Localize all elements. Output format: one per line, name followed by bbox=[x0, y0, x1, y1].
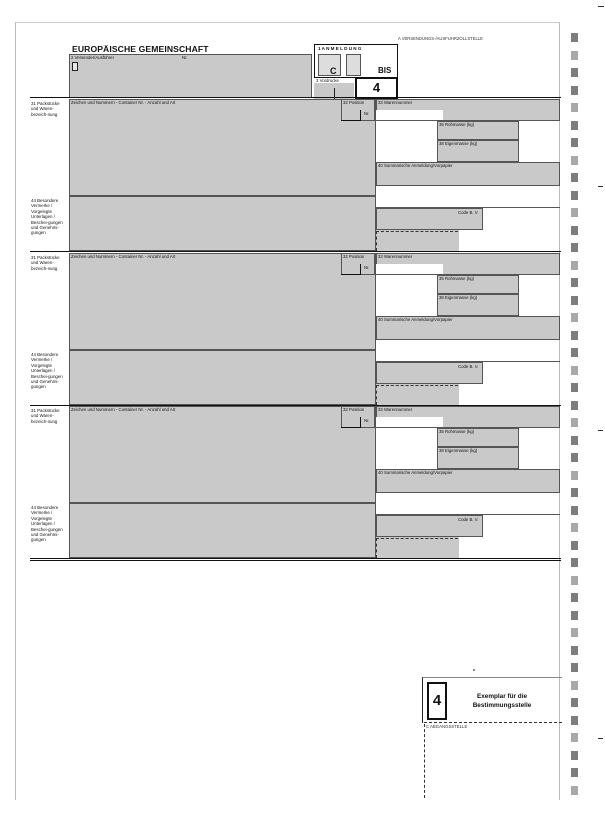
footer-c-label: C ABGANGSSTELLE bbox=[426, 724, 468, 729]
margin-tick bbox=[571, 33, 578, 42]
margin-tick bbox=[571, 663, 578, 672]
box31-label-s3: 31 Packstücke und Waren-bezeich-nung bbox=[31, 408, 60, 424]
exemplar-line-1: Exemplar für die bbox=[476, 693, 528, 700]
box32-nr-s2: Nr. bbox=[364, 265, 370, 270]
box44-label-s2: 44 Besondere Vermerke / Vorgelegte Unterlagen / Beschei-gungen und Genehmi-gungen bbox=[31, 352, 63, 390]
margin-tick bbox=[571, 768, 578, 777]
footer-copy-number bbox=[427, 682, 447, 720]
box44-remarks-s3[interactable] bbox=[69, 503, 376, 558]
margin-tick bbox=[571, 208, 578, 217]
margin-tick bbox=[571, 366, 578, 375]
box2-nr: Nr. bbox=[182, 55, 188, 60]
margin-tick bbox=[571, 558, 578, 567]
box44-dash-left-s1 bbox=[376, 231, 377, 251]
footer-copy-number-text: 4 bbox=[432, 692, 442, 709]
box1-label: 1 A N M E L D U N G bbox=[318, 46, 362, 51]
goods-description-s1[interactable] bbox=[69, 99, 376, 196]
margin-tick bbox=[571, 453, 578, 462]
box3-label: 3 Vordrucke bbox=[316, 78, 339, 83]
right-edge-mark-2 bbox=[598, 430, 603, 431]
margin-tick bbox=[571, 611, 578, 620]
box32-position-cell-s1[interactable] bbox=[341, 110, 361, 121]
right-edge-mark-1 bbox=[598, 186, 603, 187]
marks-label-s3: Zeichen und Nummern - Container Nr. - Anzahl und Art bbox=[71, 407, 176, 412]
margin-tick bbox=[571, 156, 578, 165]
box32-nr-s3: Nr. bbox=[364, 418, 370, 423]
box44-label-s3: 44 Besondere Vermerke / Vorgelegte Unterlagen / Beschei-gungen und Genehmi-gungen bbox=[31, 505, 63, 543]
margin-tick bbox=[571, 436, 578, 445]
margin-tick bbox=[571, 121, 578, 130]
box32-label-s1: 32 Position bbox=[343, 100, 365, 105]
box38-label-s3: 38 Eigenmasse (kg) bbox=[439, 448, 478, 453]
margin-tick bbox=[571, 401, 578, 410]
margin-tick bbox=[571, 86, 578, 95]
margin-tick bbox=[571, 506, 578, 515]
margin-tick bbox=[571, 383, 578, 392]
margin-tick bbox=[571, 313, 578, 322]
margin-tick bbox=[571, 786, 578, 795]
margin-tick bbox=[571, 331, 578, 340]
copy-number: 4 bbox=[372, 80, 381, 95]
box33-label-s2: 33 Warennummer bbox=[378, 254, 413, 259]
box2-checkbox[interactable] bbox=[72, 62, 78, 71]
box44-dash-left-s3 bbox=[376, 538, 377, 558]
box32-position-cell-s3[interactable] bbox=[341, 417, 361, 428]
box35-label-s1: 35 Rohmasse (kg) bbox=[439, 122, 475, 127]
margin-tick bbox=[571, 681, 578, 690]
box38-label-s1: 38 Eigenmasse (kg) bbox=[439, 141, 478, 146]
margin-tick bbox=[571, 646, 578, 655]
margin-tick bbox=[571, 261, 578, 270]
form-end-rule bbox=[30, 560, 561, 561]
box40-label-s3: 40 Summarische Anmeldung/Vorpapier bbox=[378, 470, 453, 475]
box44-dash-top-s1 bbox=[376, 231, 458, 232]
margin-tick bbox=[571, 576, 578, 585]
margin-tick bbox=[571, 278, 578, 287]
box31-label-s1: 31 Packstücke und Waren-bezeich-nung bbox=[31, 101, 60, 117]
goods-description-s2[interactable] bbox=[69, 253, 376, 350]
margin-tick bbox=[571, 716, 578, 725]
box38-label-s2: 38 Eigenmasse (kg) bbox=[439, 295, 478, 300]
box44-dash-left-s2 bbox=[376, 385, 377, 405]
corner-mark bbox=[598, 6, 604, 7]
margin-tick bbox=[571, 488, 578, 497]
marks-label-s1: Zeichen und Nummern - Container Nr. - Anzahl und Art bbox=[71, 100, 176, 105]
box1-bis: BIS bbox=[378, 66, 392, 75]
margin-tick bbox=[571, 103, 578, 112]
margin-tick bbox=[571, 226, 578, 235]
faint-mark bbox=[473, 669, 475, 671]
right-edge-mark-3 bbox=[598, 738, 603, 739]
margin-tick bbox=[571, 593, 578, 602]
margin-tick bbox=[571, 418, 578, 427]
footer-dash-rule bbox=[424, 722, 562, 723]
box32-label-s3: 32 Position bbox=[343, 407, 365, 412]
box44-remarks-s1[interactable] bbox=[69, 196, 376, 251]
margin-tick bbox=[571, 68, 578, 77]
code-label-s2: Code B. V. bbox=[458, 364, 479, 369]
exemplar-line-2: Bestimmungsstelle bbox=[472, 702, 532, 709]
box44-lower-field-s3[interactable] bbox=[376, 537, 459, 558]
margin-tick bbox=[571, 523, 578, 532]
margin-tick bbox=[571, 751, 578, 760]
goods-description-s3[interactable] bbox=[69, 406, 376, 503]
box35-label-s3: 35 Rohmasse (kg) bbox=[439, 429, 475, 434]
box31-label-s2: 31 Packstücke und Waren-bezeich-nung bbox=[31, 255, 60, 271]
box33-white-cell-s2 bbox=[376, 264, 443, 275]
margin-tick bbox=[571, 698, 578, 707]
box33-label-s3: 33 Warennummer bbox=[378, 407, 413, 412]
margin-tick bbox=[571, 173, 578, 182]
box1-cell-2[interactable] bbox=[346, 54, 361, 76]
box44-remarks-s2[interactable] bbox=[69, 350, 376, 405]
box2-sender[interactable] bbox=[69, 54, 312, 98]
box44-lower-field-s1[interactable] bbox=[376, 230, 459, 251]
margin-tick bbox=[571, 243, 578, 252]
code-label-s1: Code B. V. bbox=[458, 210, 479, 215]
box40-label-s1: 40 Summarische Anmeldung/Vorpapier bbox=[378, 163, 453, 168]
code-label-s3: Code B. V. bbox=[458, 517, 479, 522]
margin-tick bbox=[571, 296, 578, 305]
margin-tick bbox=[571, 51, 578, 60]
margin-tick bbox=[571, 733, 578, 742]
footer-dash-left bbox=[424, 724, 425, 798]
box40-label-s2: 40 Summarische Anmeldung/Vorpapier bbox=[378, 317, 453, 322]
margin-tick bbox=[571, 191, 578, 200]
margin-tick bbox=[571, 348, 578, 357]
marks-label-s2: Zeichen und Nummern - Container Nr. - Anzahl und Art bbox=[71, 254, 176, 259]
box35-label-s2: 35 Rohmasse (kg) bbox=[439, 276, 475, 281]
form-title: EUROPÄISCHE GEMEINSCHAFT bbox=[72, 44, 209, 54]
box32-label-s2: 32 Position bbox=[343, 254, 365, 259]
margin-tick bbox=[571, 138, 578, 147]
box44-dash-top-s3 bbox=[376, 538, 458, 539]
box2-label: 2 Versender/Ausführer bbox=[71, 55, 114, 60]
margin-tick bbox=[571, 471, 578, 480]
margin-tick bbox=[571, 541, 578, 550]
box1-code: C bbox=[330, 66, 337, 76]
box33-white-cell-s1 bbox=[376, 110, 443, 121]
margin-tick bbox=[571, 628, 578, 637]
box44-lower-field-s2[interactable] bbox=[376, 384, 459, 405]
box33-white-cell-s3 bbox=[376, 417, 443, 428]
box44-dash-top-s2 bbox=[376, 385, 458, 386]
box44-label-s1: 44 Besondere Vermerke / Vorgelegte Unterlagen / Beschei-gungen und Genehmi-gungen bbox=[31, 198, 63, 236]
copy-number-box bbox=[355, 77, 398, 99]
box32-position-cell-s2[interactable] bbox=[341, 264, 361, 275]
box33-label-s1: 33 Warennummer bbox=[378, 100, 413, 105]
box32-nr-s1: Nr. bbox=[364, 111, 370, 116]
authority-label: A VERSENDUNGS-/AUSFUHRZOLLSTELLE bbox=[398, 36, 483, 41]
